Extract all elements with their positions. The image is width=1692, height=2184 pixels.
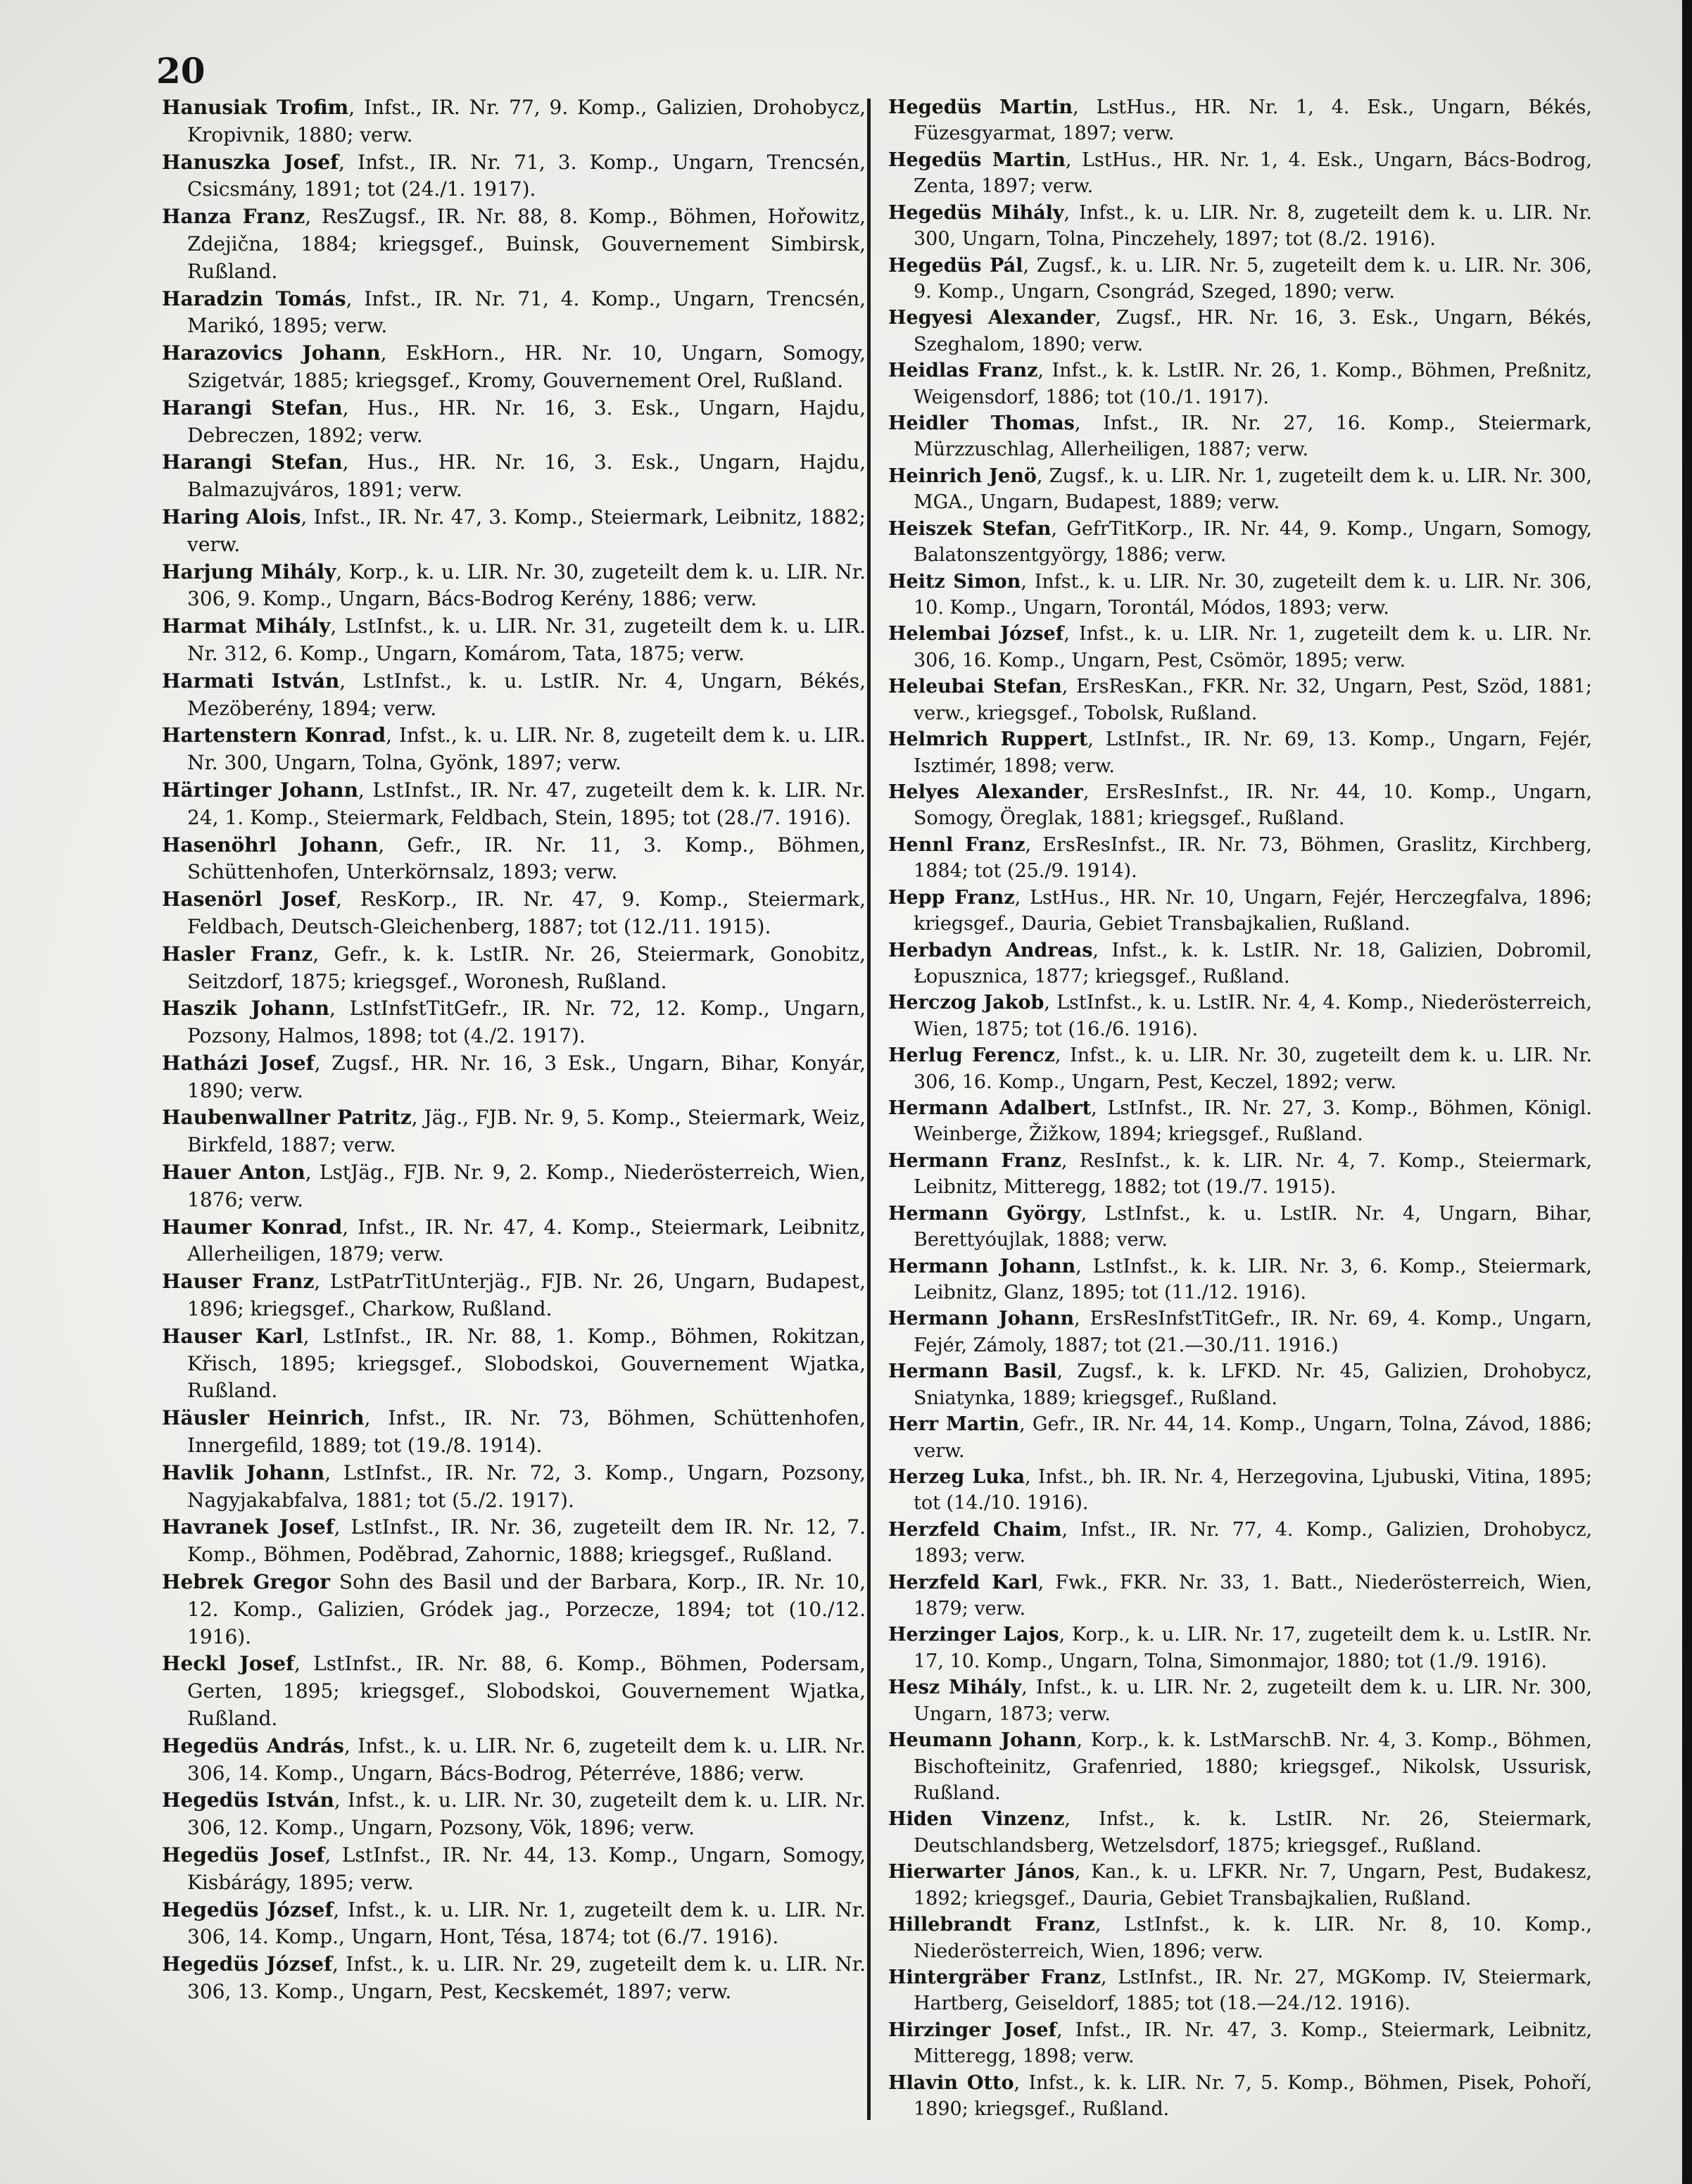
- entry-details: , Korp., k. k. LstMarschB. Nr. 4, 3. Komp., Böhmen, Bischofteinitz, Grafenried, 1880; kriegsgef., Nikolsk, Ussurisk, Rußland.: [914, 1729, 1592, 1804]
- list-entry: [888, 1358, 1592, 1411]
- entry-name: Haring Alois: [162, 505, 301, 529]
- entry-name: Heidlas Franz: [888, 360, 1038, 382]
- entry-details: , Infst., bh. IR. Nr. 4, Herzegovina, Ljubuski, Vitina, 1895; tot (14./10. 1916).: [914, 1465, 1592, 1515]
- entry-details: , Gefr., k. k. LstIR. Nr. 26, Steiermark, Gonobitz, Seitzdorf, 1875; kriegsgef., Woronesh, Rußland.: [187, 942, 866, 993]
- entry-name: Hatházi Josef: [162, 1051, 315, 1075]
- entry-details: , Infst., k. k. LstIR. Nr. 26, Steiermark, Deutschlandsberg, Wetzelsdorf, 1875; kriegsgef., Rußland.: [914, 1808, 1592, 1857]
- entry-details: , Infst., k. u. LIR. Nr. 30, zugeteilt dem k. u. LIR. Nr. 306, 10. Komp., Ungarn, Torontál, Módos, 1893; verw.: [914, 570, 1592, 619]
- entry-name: Haszik Johann: [162, 997, 329, 1021]
- entry-name: Hartenstern Konrad: [162, 724, 386, 747]
- entry-name: Heidler Thomas: [888, 412, 1075, 435]
- list-entry: [162, 1897, 866, 1952]
- entry-name: Harjung Mihály: [162, 560, 336, 583]
- entry-details: , LstInfst., IR. Nr. 44, 13. Komp., Ungarn, Somogy, Kisbárágy, 1895; verw.: [187, 1843, 866, 1894]
- entry-name: Hasler Franz: [162, 942, 313, 966]
- list-entry: [162, 1050, 866, 1105]
- entry-details: , Infst., IR. Nr. 77, 9. Komp., Galizien, Drohobycz, Kropivnik, 1880; verw.: [187, 96, 866, 146]
- entry-details: , LstInfst., IR. Nr. 27, MGKomp. IV, Steiermark, Hartberg, Geiseldorf, 1885; tot (18.—24./12. 1916).: [914, 1966, 1592, 2015]
- entry-name: Harangi Stefan: [162, 396, 343, 419]
- list-entry: [888, 779, 1592, 832]
- entry-name: Herr Martin: [888, 1413, 1020, 1436]
- entry-details: , LstInfst., k. u. LstIR. Nr. 4, 4. Komp., Niederösterreich, Wien, 1875; tot (16./6. 1916).: [914, 992, 1592, 1040]
- entry-name: Hegedüs István: [162, 1788, 334, 1812]
- entry-name: Herzinger Lajos: [888, 1624, 1059, 1646]
- list-entry: [162, 286, 866, 341]
- list-entry: [162, 941, 866, 996]
- list-entry: [162, 203, 866, 285]
- entry-name: Hennl Franz: [888, 833, 1025, 856]
- entry-name: Herczog Jakob: [888, 992, 1044, 1014]
- list-entry: [162, 1650, 866, 1732]
- list-entry: [888, 1517, 1592, 1570]
- entry-details: , Zugsf., HR. Nr. 16, 3 Esk., Ungarn, Bihar, Konyár, 1890; verw.: [187, 1051, 866, 1102]
- entry-name: Herzeg Luka: [888, 1465, 1025, 1488]
- list-entry: [162, 1842, 866, 1897]
- list-entry: [162, 1569, 866, 1650]
- list-entry: [888, 726, 1592, 779]
- list-entry: [162, 832, 866, 887]
- list-entry: [162, 886, 866, 941]
- entry-name: Helembai József: [888, 623, 1064, 645]
- list-entry: [888, 200, 1592, 253]
- list-entry: [888, 147, 1592, 200]
- entry-name: Herzfeld Chaim: [888, 1518, 1062, 1541]
- list-entry: [162, 1159, 866, 1214]
- list-entry: [162, 1104, 866, 1159]
- list-entry: [162, 722, 866, 777]
- entry-name: Hintergräber Franz: [888, 1966, 1101, 1988]
- entry-name: Helyes Alexander: [888, 781, 1083, 803]
- list-entry: [888, 1148, 1592, 1201]
- list-entry: [888, 1806, 1592, 1859]
- entry-details: , Zugsf., k. u. LIR. Nr. 5, zugeteilt dem k. u. LIR. Nr. 306, 9. Komp., Ungarn, Csongrád, Szeged, 1890; verw.: [914, 254, 1592, 303]
- entry-name: Hegedüs József: [162, 1898, 334, 1921]
- entry-details: , Infst., k. k. LstIR. Nr. 26, 1. Komp., Böhmen, Preßnitz, Weigensdorf, 1886; tot (10./1. 1917).: [914, 360, 1592, 408]
- list-entry: [888, 1042, 1592, 1095]
- entry-details: , Zugsf., k. u. LIR. Nr. 1, zugeteilt dem k. u. LIR. Nr. 300, MGA., Ungarn, Budapest, 1889; verw.: [914, 465, 1592, 514]
- list-entry: [888, 253, 1592, 305]
- entry-name: Herlug Ferencz: [888, 1044, 1055, 1067]
- entry-details: , LstInfst., IR. Nr. 72, 3. Komp., Ungarn, Pozsony, Nagyjakabfalva, 1881; tot (5./2. 1917).: [187, 1460, 866, 1512]
- entry-details: , ErsResInfstTitGefr., IR. Nr. 69, 4. Komp., Ungarn, Fejér, Zámoly, 1887; tot (21.—30./11. 1916.): [914, 1308, 1592, 1356]
- page-number: 20: [156, 50, 206, 91]
- list-entry: [888, 1095, 1592, 1148]
- list-entry: [162, 668, 866, 723]
- entry-name: Hermann Johann: [888, 1255, 1076, 1277]
- entry-name: Hierwarter János: [888, 1861, 1075, 1883]
- entry-details: , Infst., k. u. LIR. Nr. 1, zugeteilt dem k. u. LIR. Nr. 306, 16. Komp., Ungarn, Pest, Csömör, 1895; verw.: [914, 623, 1592, 671]
- list-entry: [162, 613, 866, 668]
- entry-name: Härtinger Johann: [162, 778, 358, 802]
- entry-name: Heitz Simon: [888, 570, 1021, 593]
- entry-details: , Zugsf., k. k. LFKD. Nr. 45, Galizien, Drohobycz, Sniatynka, 1889; kriegsgef., Rußland.: [914, 1361, 1592, 1409]
- entry-details: , Infst., IR. Nr. 71, 4. Komp., Ungarn, Trencsén, Marikó, 1895; verw.: [187, 286, 866, 338]
- list-entry: [162, 1951, 866, 2006]
- list-entry: [162, 1733, 866, 1788]
- entry-name: Harangi Stefan: [162, 450, 343, 474]
- entry-name: Hanuszka Josef: [162, 150, 339, 174]
- list-entry: [162, 1787, 866, 1842]
- scan-edge: [1682, 0, 1692, 2184]
- list-entry: [888, 463, 1592, 516]
- list-entry: [888, 990, 1592, 1042]
- list-entry: [888, 516, 1592, 569]
- list-entry: [888, 2017, 1592, 2070]
- entry-name: Heckl Josef: [162, 1652, 295, 1676]
- entry-details: , Infst., IR. Nr. 27, 16. Komp., Steiermark, Mürzzuschlag, Allerheiligen, 1887; verw.: [914, 412, 1592, 461]
- entry-name: Heleubai Stefan: [888, 676, 1062, 698]
- entry-name: Heiszek Stefan: [888, 517, 1052, 540]
- entry-details: , Infst., IR. Nr. 71, 3. Komp., Ungarn, Trencsén, Csicsmány, 1891; tot (24./1. 1917).: [187, 150, 866, 201]
- entry-name: Heumann Johann: [888, 1729, 1077, 1752]
- entry-name: Hanusiak Trofim: [162, 96, 349, 119]
- right-column: [888, 94, 1592, 2122]
- entry-details: , Infst., k. u. LIR. Nr. 2, zugeteilt dem k. u. LIR. Nr. 300, Ungarn, 1873; verw.: [914, 1677, 1592, 1725]
- entry-name: Hauser Karl: [162, 1324, 303, 1348]
- entry-details: , LstInfst., IR. Nr. 27, 3. Komp., Böhmen, Königl. Weinberge, Žižkow, 1894; kriegsgef., Rußland.: [914, 1097, 1592, 1146]
- entry-details: , Infst., k. u. LIR. Nr. 8, zugeteilt dem k. u. LIR. Nr. 300, Ungarn, Tolna, Gyönk, 1897; verw.: [187, 724, 866, 775]
- entry-name: Hillebrandt Franz: [888, 1914, 1095, 1936]
- entry-name: Harmat Mihály: [162, 614, 331, 638]
- list-entry: [162, 340, 866, 395]
- entry-details: , GefrTitKorp., IR. Nr. 44, 9. Komp., Ungarn, Somogy, Balatonszentgyörgy, 1886; verw.: [914, 517, 1593, 567]
- entry-name: Hegedüs Mihály: [888, 201, 1064, 224]
- entry-details: , Gefr., IR. Nr. 44, 14. Komp., Ungarn, Tolna, Závod, 1886; verw.: [914, 1413, 1592, 1462]
- entry-details: , Zugsf., HR. Nr. 16, 3. Esk., Ungarn, Békés, Szeghalom, 1890; verw.: [914, 307, 1593, 355]
- list-entry: [888, 410, 1592, 463]
- entry-name: Havlik Johann: [162, 1460, 325, 1484]
- entry-details: , EskHorn., HR. Nr. 10, Ungarn, Somogy, Szigetvár, 1885; kriegsgef., Kromy, Gouvernement Orel, Rußland.: [187, 341, 866, 392]
- entry-name: Hegedüs Pál: [888, 254, 1023, 277]
- entry-details: , LstInfst., IR. Nr. 88, 1. Komp., Böhmen, Rokitzan, Křisch, 1895; kriegsgef., Slobodskoi, Gouvernement Wjatka, Rußland.: [187, 1324, 866, 1403]
- list-entry: [888, 885, 1592, 938]
- list-entry: [888, 94, 1592, 147]
- entry-details: , Infst., k. u. LIR. Nr. 30, zugeteilt dem k. u. LIR. Nr. 306, 12. Komp., Ungarn, Pozsony, Vök, 1896; verw.: [187, 1788, 866, 1840]
- entry-details: , LstInfstTitGefr., IR. Nr. 72, 12. Komp., Ungarn, Pozsony, Halmos, 1898; tot (4./2. 1917).: [187, 997, 866, 1048]
- entry-details: , LstInfst., IR. Nr. 47, zugeteilt dem k. k. LIR. Nr. 24, 1. Komp., Steiermark, Feldbach, Stein, 1895; tot (28./7. 1916).: [187, 778, 866, 829]
- entry-details: , Hus., HR. Nr. 16, 3. Esk., Ungarn, Hajdu, Debreczen, 1892; verw.: [187, 396, 866, 447]
- entry-details: , Infst., IR. Nr. 47, 3. Komp., Steiermark, Leibnitz, Mitteregg, 1898; verw.: [914, 2019, 1592, 2068]
- entry-details: , LstInfst., IR. Nr. 88, 6. Komp., Böhmen, Podersam, Gerten, 1895; kriegsgef., Slobodskoi, Gouvernement Wjatka, Rußland.: [187, 1652, 866, 1731]
- entry-details: , Infst., k. u. LIR. Nr. 6, zugeteilt dem k. u. LIR. Nr. 306, 14. Komp., Ungarn, Bács-Bodrog, Péterréve, 1886; verw.: [187, 1734, 866, 1785]
- list-entry: [162, 995, 866, 1050]
- entry-details: , Infst., k. u. LIR. Nr. 1, zugeteilt dem k. u. LIR. Nr. 306, 14. Komp., Ungarn, Hont, Tésa, 1874; tot (6./7. 1916).: [187, 1898, 866, 1949]
- list-entry: [162, 559, 866, 614]
- list-entry: [162, 1323, 866, 1405]
- entry-name: Hegyesi Alexander: [888, 307, 1095, 329]
- entry-name: Hauer Anton: [162, 1161, 305, 1185]
- entry-details: , ResZugsf., IR. Nr. 88, 8. Komp., Böhmen, Hořowitz, Zdejična, 1884; kriegsgef., Buinsk, Gouvernement Simbirsk, Rußland.: [187, 205, 866, 283]
- entry-details: , LstHus., HR. Nr. 1, 4. Esk., Ungarn, Bács-Bodrog, Zenta, 1897; verw.: [914, 149, 1592, 198]
- entry-name: Häusler Heinrich: [162, 1406, 365, 1430]
- entry-details: , LstHus., HR. Nr. 10, Ungarn, Fejér, Herczegfalva, 1896; kriegsgef., Dauria, Gebiet Transbajkalien, Rußland.: [914, 886, 1592, 935]
- list-entry: [162, 1514, 866, 1569]
- entry-name: Hegedüs Martin: [888, 149, 1066, 171]
- list-entry: [162, 1214, 866, 1269]
- entry-details: , Kan., k. u. LFKR. Nr. 7, Ungarn, Pest, Budakesz, 1892; kriegsgef., Dauria, Gebiet Transbajkalien, Rußland.: [914, 1861, 1592, 1910]
- list-entry: [888, 938, 1592, 990]
- entry-details: , LstInfst., IR. Nr. 36, zugeteilt dem IR. Nr. 12, 7. Komp., Böhmen, Poděbrad, Zahornic, 1888; kriegsgef., Rußland.: [187, 1515, 866, 1567]
- entry-name: Herbadyn Andreas: [888, 939, 1093, 961]
- left-column: [162, 94, 866, 2006]
- entry-name: Hegedüs Josef: [162, 1843, 325, 1867]
- list-entry: [162, 1405, 866, 1460]
- entry-details: , Infst., IR. Nr. 73, Böhmen, Schüttenhofen, Innergefild, 1889; tot (19./8. 1914).: [187, 1406, 866, 1458]
- entry-details: , Hus., HR. Nr. 16, 3. Esk., Ungarn, Hajdu, Balmazujváros, 1891; verw.: [187, 450, 866, 502]
- list-entry: [888, 358, 1592, 410]
- entry-details: , Infst., k. k. LIR. Nr. 7, 5. Komp., Böhmen, Pisek, Pohoří, 1890; kriegsgef., Rußland.: [914, 2071, 1592, 2121]
- entry-name: Harmati István: [162, 669, 340, 693]
- entry-name: Helmrich Ruppert: [888, 728, 1088, 751]
- list-entry: [162, 777, 866, 832]
- list-entry: [888, 1964, 1592, 2017]
- list-entry: [888, 1411, 1592, 1464]
- entry-details: , LstInfst., k. k. LIR. Nr. 3, 6. Komp., Steiermark, Leibnitz, Glanz, 1895; tot (11./12. 1916).: [914, 1255, 1592, 1304]
- entry-details: , LstJäg., FJB. Nr. 9, 2. Komp., Niederösterreich, Wien, 1876; verw.: [187, 1161, 866, 1211]
- entry-name: Hirzinger Josef: [888, 2019, 1057, 2041]
- entry-details: , LstInfst., k. u. LIR. Nr. 31, zugeteilt dem k. u. LIR. Nr. 312, 6. Komp., Ungarn, Komárom, Tata, 1875; verw.: [187, 614, 866, 665]
- list-entry: [162, 1460, 866, 1515]
- list-entry: [888, 2070, 1592, 2123]
- entry-details: , ErsResInfst., IR. Nr. 44, 10. Komp., Ungarn, Somogy, Öreglak, 1881; kriegsgef., Rußland.: [914, 781, 1592, 830]
- entry-details: Sohn des Basil und der Barbara, Korp., IR. Nr. 10, 12. Komp., Galizien, Gródek jag., Porzecze, 1894; tot (10./12. 1916).: [187, 1570, 866, 1648]
- entry-name: Hermann György: [888, 1202, 1081, 1225]
- entry-name: Hermann Johann: [888, 1308, 1075, 1330]
- list-entry: [888, 832, 1592, 885]
- entry-details: , LstInfst., k. u. LstIR. Nr. 4, Ungarn, Bihar, Berettyóujlak, 1888; verw.: [914, 1202, 1592, 1251]
- entry-name: Hermann Franz: [888, 1149, 1061, 1172]
- list-entry: [888, 1674, 1592, 1727]
- entry-details: , Infst., k. k. LstIR. Nr. 18, Galizien, Dobromil, Łopusznica, 1877; kriegsgef., Rußland.: [914, 939, 1592, 987]
- entry-name: Hegedüs András: [162, 1734, 344, 1757]
- entry-name: Hlavin Otto: [888, 2071, 1014, 2094]
- entry-details: , Jäg., FJB. Nr. 9, 5. Komp., Steiermark, Weiz, Birkfeld, 1887; verw.: [187, 1106, 866, 1157]
- entry-details: , ResInfst., k. k. LIR. Nr. 4, 7. Komp., Steiermark, Leibnitz, Mitteregg, 1882; tot (19./7. 1915).: [914, 1149, 1593, 1199]
- entry-details: , Infst., k. u. LIR. Nr. 30, zugeteilt dem k. u. LIR. Nr. 306, 16. Komp., Ungarn, Pest, Keczel, 1892; verw.: [914, 1044, 1592, 1093]
- entry-details: , Infst., IR. Nr. 47, 4. Komp., Steiermark, Leibnitz, Allerheiligen, 1879; verw.: [187, 1215, 866, 1266]
- column-divider: [867, 99, 871, 2120]
- list-entry: [888, 569, 1592, 621]
- entry-name: Herzfeld Karl: [888, 1571, 1038, 1593]
- entry-details: , Infst., k. u. LIR. Nr. 29, zugeteilt dem k. u. LIR. Nr. 306, 13. Komp., Ungarn, Pest, Kecskemét, 1897; verw.: [187, 1952, 866, 2003]
- list-entry: [888, 1254, 1592, 1306]
- list-entry: [888, 621, 1592, 674]
- list-entry: [888, 1306, 1592, 1358]
- list-entry: [162, 449, 866, 504]
- entry-details: , Infst., k. u. LIR. Nr. 8, zugeteilt dem k. u. LIR. Nr. 300, Ungarn, Tolna, Pinczehely, 1897; tot (8./2. 1916).: [914, 201, 1592, 251]
- entry-name: Hepp Franz: [888, 886, 1015, 909]
- list-entry: [888, 1622, 1592, 1674]
- entry-details: , ResKorp., IR. Nr. 47, 9. Komp., Steiermark, Feldbach, Deutsch-Gleichenberg, 1887; tot (12./11. 1915).: [187, 888, 866, 938]
- entry-name: Hermann Adalbert: [888, 1097, 1092, 1120]
- entry-details: , LstPatrTitUnterjäg., FJB. Nr. 26, Ungarn, Budapest, 1896; kriegsgef., Charkow, Rußland.: [187, 1270, 866, 1321]
- list-entry: [162, 504, 866, 559]
- entry-details: , LstHus., HR. Nr. 1, 4. Esk., Ungarn, Békés, Füzesgyarmat, 1897; verw.: [914, 96, 1592, 145]
- entry-details: , Fwk., FKR. Nr. 33, 1. Batt., Niederösterreich, Wien, 1879; verw.: [914, 1571, 1592, 1620]
- list-entry: [162, 1268, 866, 1323]
- entry-name: Hasenöhrl Johann: [162, 833, 379, 857]
- entry-name: Hegedüs Martin: [888, 96, 1073, 118]
- entry-details: , LstInfst., k. k. LIR. Nr. 8, 10. Komp., Niederösterreich, Wien, 1896; verw.: [914, 1914, 1592, 1962]
- list-entry: [888, 1201, 1592, 1254]
- entry-name: Hebrek Gregor: [162, 1570, 331, 1594]
- list-entry: [162, 395, 866, 450]
- entry-details: , ErsResKan., FKR. Nr. 32, Ungarn, Pest, Szöd, 1881; verw., kriegsgef., Tobolsk, Rußland.: [914, 676, 1592, 724]
- entry-name: Havranek Josef: [162, 1515, 334, 1539]
- list-entry: [888, 1859, 1592, 1912]
- entry-name: Hegedüs József: [162, 1952, 332, 1976]
- entry-name: Hiden Vinzenz: [888, 1808, 1065, 1831]
- entry-name: Hanza Franz: [162, 205, 305, 229]
- entry-name: Haumer Konrad: [162, 1215, 343, 1239]
- entry-details: , Korp., k. u. LIR. Nr. 30, zugeteilt dem k. u. LIR. Nr. 306, 9. Komp., Ungarn, Bács-Bodrog Kerény, 1886; verw.: [187, 560, 866, 611]
- entry-details: , Korp., k. u. LIR. Nr. 17, zugeteilt dem k. u. LstIR. Nr. 17, 10. Komp., Ungarn, Tolna, Simonmajor, 1880; tot (1./9. 1916).: [914, 1624, 1592, 1672]
- list-entry: [888, 1727, 1592, 1806]
- entry-details: , LstInfst., k. u. LstIR. Nr. 4, Ungarn, Békés, Mezöberény, 1894; verw.: [187, 669, 866, 720]
- entry-details: , ErsResInfst., IR. Nr. 73, Böhmen, Graslitz, Kirchberg, 1884; tot (25./9. 1914).: [914, 833, 1592, 883]
- list-entry: [888, 674, 1592, 726]
- entry-name: Haubenwallner Patritz: [162, 1106, 412, 1130]
- list-entry: [888, 1570, 1592, 1622]
- list-entry: [888, 305, 1592, 358]
- list-entry: [888, 1912, 1592, 1964]
- entry-name: Haradzin Tomás: [162, 286, 346, 310]
- entry-details: , Gefr., IR. Nr. 11, 3. Komp., Böhmen, Schüttenhofen, Unterkörnsalz, 1893; verw.: [187, 833, 866, 884]
- entry-details: , LstInfst., IR. Nr. 69, 13. Komp., Ungarn, Fejér, Isztimér, 1898; verw.: [914, 728, 1592, 777]
- entry-name: Hasenörl Josef: [162, 888, 336, 911]
- entry-details: , Infst., IR. Nr. 47, 3. Komp., Steiermark, Leibnitz, 1882; verw.: [187, 505, 866, 556]
- entry-name: Harazovics Johann: [162, 341, 381, 365]
- list-entry: [162, 149, 866, 204]
- entry-name: Hermann Basil: [888, 1361, 1057, 1383]
- entry-name: Hauser Franz: [162, 1270, 315, 1294]
- entry-name: Hesz Mihály: [888, 1677, 1022, 1699]
- entry-name: Heinrich Jenö: [888, 465, 1037, 487]
- entry-details: , Infst., IR. Nr. 77, 4. Komp., Galizien, Drohobycz, 1893; verw.: [914, 1518, 1593, 1567]
- list-entry: [162, 94, 866, 149]
- list-entry: [888, 1464, 1592, 1517]
